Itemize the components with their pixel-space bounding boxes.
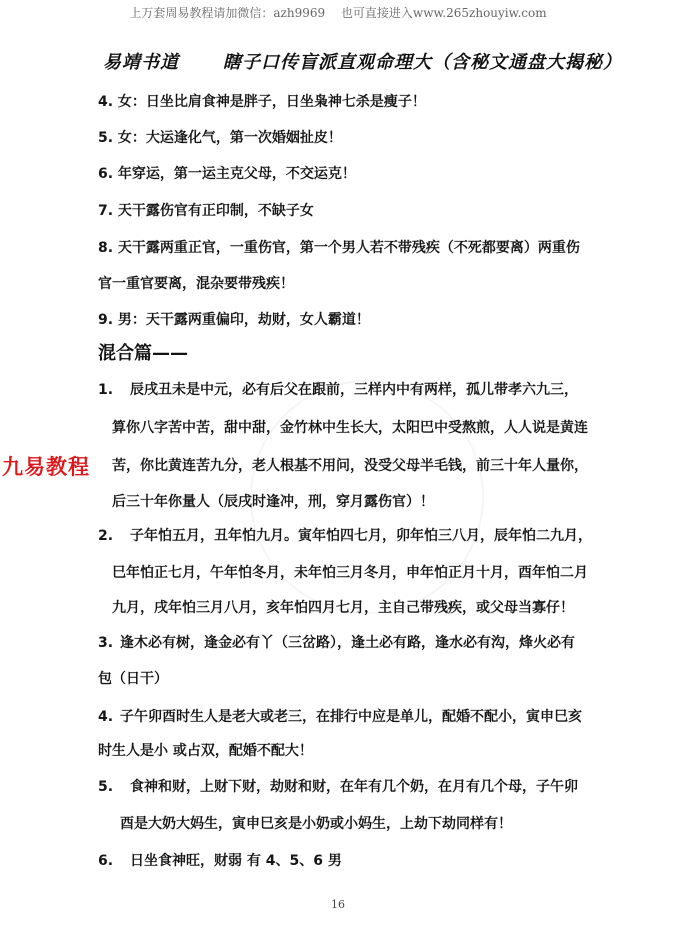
header-title: 瞎子口传盲派直观命理大（含秘文通盘大揭秘） (223, 52, 622, 73)
item-text: 日坐食神旺，财弱 有 4、5、6 男 (130, 853, 342, 869)
item-number: 4. (98, 709, 114, 725)
item-text: 子年怕五月，丑年怕九月。寅年怕四七月，卯年怕三八月，辰年怕二九月， (130, 528, 592, 544)
item-text: 逢木必有树，逢金必有丫（三岔路），逢土必有路，逢水必有沟，烽火必有 (120, 635, 575, 651)
handwritten-header (0, 44, 676, 78)
mixed-line: 苦，你比黄连苦九分，老人根基不用问，没受父母半毛钱，前三十年人量你， (112, 458, 588, 474)
mixed-line: 酉是大奶大妈生，寅申巳亥是小奶或小妈生，上劫下劫同样有！ (120, 816, 512, 832)
mixed-line (98, 851, 342, 871)
mixed-line: 后三十年你量人（辰戌时逢冲，刑，穿月露伤官）！ (112, 494, 434, 510)
rule-line: 5. 女：大运逢化气，第一次婚姻扯皮！ (98, 130, 342, 146)
mixed-line: 巳年怕正七月，午年怕冬月，未年怕三月冬月，申年怕正月十月，酉年怕二月 (112, 565, 588, 581)
rule-line: 6. 年穿运，第一运主克父母，不交运克！ (98, 166, 356, 182)
header-author: 易靖书道 (103, 52, 179, 73)
mixed-line (98, 777, 578, 797)
rule-line: 7. 天干露伤官有正印制，不缺子女 (98, 203, 314, 219)
rule-line: 4. 女：日坐比肩食神是胖子，日坐枭神七杀是瘦子！ (98, 94, 426, 110)
mixed-line: 九月，戌年怕三月八月，亥年怕四月七月，主自己带残疾，或父母当寡仔！ (112, 600, 574, 616)
item-text: 子午卯酉时生人是老大或老三，在排行中应是单儿，配婚不配小，寅申巳亥 (120, 709, 582, 725)
item-text: 食神和财，上财下财，劫财和财，在年有几个奶，在月有几个母，子午卯 (130, 779, 578, 795)
section-title: 混合篇—— (98, 343, 188, 364)
page-number: 16 (331, 898, 345, 911)
item-number: 2. (98, 528, 114, 544)
rule-line: 9. 男：天干露两重偏印，劫财，女人霸道！ (98, 312, 370, 328)
mixed-line: 包（日干） (98, 671, 168, 687)
mixed-line (98, 526, 592, 546)
mixed-line: 时生人是小 或占双，配婚不配大！ (98, 743, 313, 759)
mixed-line (98, 707, 582, 727)
rule-line: 官一重官要离，混杂要带残疾！ (98, 276, 294, 292)
item-number: 1. (98, 382, 114, 398)
mixed-line (98, 380, 578, 400)
side-watermark: 九易教程 (2, 455, 90, 479)
item-text: 辰戌丑未是中元，必有后父在跟前，三样内中有两样，孤儿带孝六九三， (130, 382, 578, 398)
item-number: 6. (98, 853, 114, 869)
item-number: 3. (98, 635, 114, 651)
mixed-line (98, 633, 575, 653)
mixed-line: 算你八字苦中苦，甜中甜，金竹林中生长大，太阳巴中受熬煎，人人说是黄连 (112, 420, 588, 436)
rule-line: 8. 天干露两重正官，一重伤官，第一个男人若不带残疾（不死都要离）两重伤 (98, 240, 580, 256)
top-banner: 上万套周易教程请加微信：azh9969 也可直接进入www.265zhouyiw.com (129, 6, 547, 20)
item-number: 5. (98, 779, 114, 795)
